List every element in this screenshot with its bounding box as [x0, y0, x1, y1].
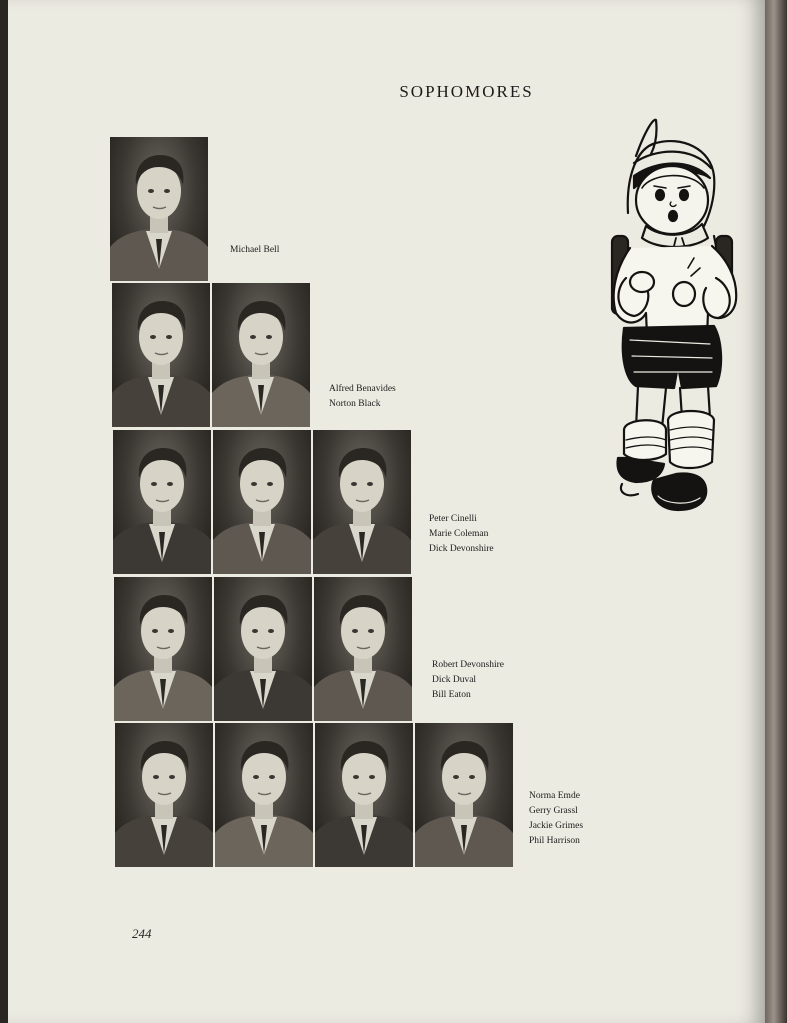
student-portrait-icon	[215, 723, 313, 867]
book-page-edge	[765, 0, 787, 1023]
names-row-5	[529, 789, 583, 849]
yearbook-page	[8, 0, 765, 1023]
student-portrait-icon	[212, 283, 310, 427]
student-name: Peter Cinelli	[429, 514, 477, 524]
page-number: 244	[132, 926, 152, 941]
portrait-alfred-benavides	[112, 283, 210, 427]
student-name: Jackie Grimes	[529, 821, 584, 831]
sophomore-mascot-illustration	[596, 118, 746, 513]
portrait-robert-devonshire	[114, 577, 212, 721]
portrait-phil-harrison	[415, 723, 513, 867]
names-row-2	[329, 382, 396, 412]
portrait-michael-bell	[110, 137, 208, 281]
names-row-3	[429, 512, 494, 557]
portrait-peter-cinelli	[113, 430, 211, 574]
student-portrait-icon	[113, 430, 211, 574]
student-name: Phil Harrison	[529, 836, 580, 846]
names-row-4	[432, 658, 504, 703]
portrait-marie-coleman	[213, 430, 311, 574]
student-name: Dick Devonshire	[429, 544, 494, 554]
student-name: Dick Duval	[432, 675, 477, 685]
student-name: Gerry Grassl	[529, 806, 578, 816]
student-name: Bill Eaton	[432, 690, 471, 700]
portrait-jackie-grimes	[315, 723, 413, 867]
student-name: Marie Coleman	[429, 529, 489, 539]
portrait-norma-emde	[115, 723, 213, 867]
student-portrait-icon	[110, 137, 208, 281]
student-name: Norton Black	[329, 399, 381, 409]
portrait-dick-devonshire	[313, 430, 411, 574]
student-name: Michael Bell	[230, 245, 280, 255]
student-name: Robert Devonshire	[432, 660, 505, 670]
names-row-1	[230, 243, 279, 258]
page-title: SOPHOMORES	[399, 82, 534, 101]
student-name: Alfred Benavides	[329, 384, 396, 394]
student-name: Norma Emde	[529, 791, 580, 801]
student-portrait-icon	[214, 577, 312, 721]
portrait-dick-duval	[214, 577, 312, 721]
student-portrait-icon	[313, 430, 411, 574]
student-portrait-icon	[314, 577, 412, 721]
portrait-norton-black	[212, 283, 310, 427]
student-portrait-icon	[115, 723, 213, 867]
student-portrait-icon	[114, 577, 212, 721]
student-portrait-icon	[415, 723, 513, 867]
student-portrait-icon	[112, 283, 210, 427]
student-portrait-icon	[315, 723, 413, 867]
portrait-bill-eaton	[314, 577, 412, 721]
portrait-gerry-grassl	[215, 723, 313, 867]
student-portrait-icon	[213, 430, 311, 574]
